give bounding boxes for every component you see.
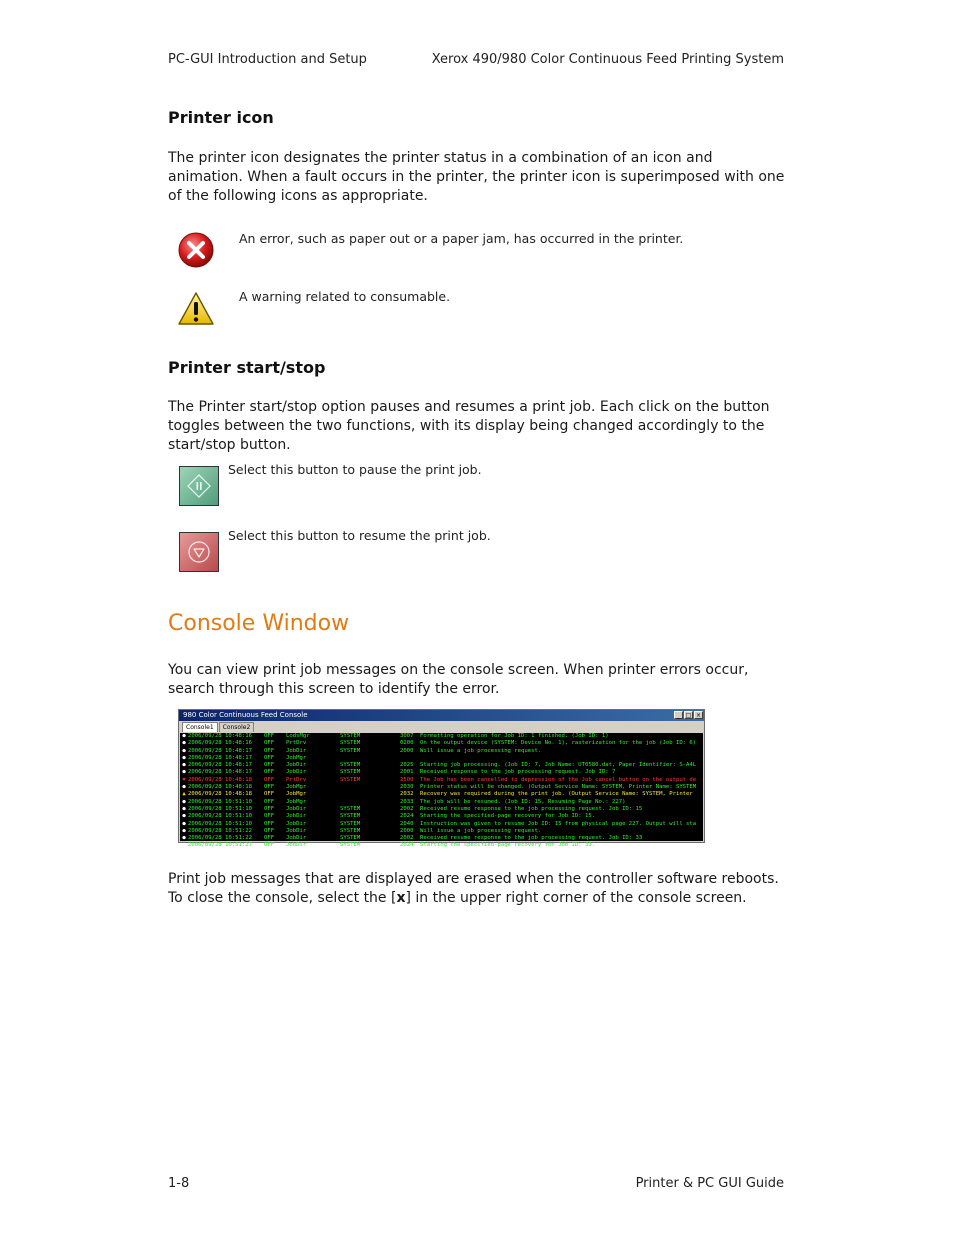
tab-console1[interactable]: Console1 (182, 722, 218, 732)
console-log-message: On the output device (SYSTEM: Device No. 1), rasterization for the job (Job ID: 6) (420, 740, 697, 747)
info-icon: ● (182, 747, 186, 754)
console-log-state: OFF (264, 776, 275, 783)
console-log-user: SYSTEM (340, 805, 361, 812)
console-log-user: SYSTEM (340, 820, 361, 827)
printer-icon-paragraph: The printer icon designates the printer status in a combination of an icon and animation. When a fault occurs in the printer, the printer icon is superimposed with one of the following icons as appropriate. (168, 150, 785, 204)
console-log-module: JobDir (286, 762, 307, 769)
console-log-code: 2033 (400, 798, 414, 805)
error-icon (177, 231, 215, 269)
console-log-date: 2006/09/28 10:48:16 (188, 733, 252, 739)
console-log-state: OFF (264, 747, 275, 754)
header-section-title: PC-GUI Introduction and Setup (168, 52, 367, 67)
console-log-module: JobDir (286, 813, 307, 820)
console-log-date: 2006/09/28 10:51:10 (188, 813, 252, 820)
console-log-state: OFF (264, 769, 275, 776)
pause-button-description: Select this button to pause the print job. (228, 462, 482, 477)
console-log-state: OFF (264, 798, 275, 805)
console-log-code: 2024 (400, 842, 414, 849)
printer-start-stop-heading: Printer start/stop (168, 358, 326, 377)
console-log-date: 2006/09/28 10:48:17 (188, 769, 252, 776)
console-log-module: JobDir (286, 805, 307, 812)
console-log-user: SYSTEM (340, 769, 361, 776)
console-log-user: SYSTEM (340, 827, 361, 834)
console-window-intro: You can view print job messages on the console screen. When printer errors occur, search through this screen to identify the error. (168, 662, 749, 697)
console-log-user (340, 784, 400, 791)
page-number: 1-8 (168, 1176, 190, 1191)
console-log-state: OFF (264, 740, 275, 747)
console-log-date: 2006/09/28 10:48:18 (188, 791, 252, 798)
warning-icon-description: A warning related to consumable. (239, 289, 451, 304)
console-log-date: 2006/09/28 10:51:22 (188, 827, 252, 834)
console-window-outro (168, 870, 793, 908)
close-key-label: x (396, 890, 406, 906)
info-icon: ● (182, 827, 186, 834)
console-window-heading: Console Window (168, 611, 350, 636)
console-log-module: JobDir (286, 835, 307, 842)
console-log-state: OFF (264, 791, 275, 798)
console-log-state: OFF (264, 733, 275, 739)
console-log-code: 2030 (400, 784, 414, 791)
console-log-row[interactable] (180, 769, 703, 776)
console-log-date: 2006/09/28 10:48:17 (188, 747, 252, 754)
console-log-module: LodsMgr (286, 733, 310, 739)
console-log-code: 2000 (400, 827, 414, 834)
outro-text-after: ] in the upper right corner of the console screen. (405, 890, 747, 906)
console-log-row[interactable] (180, 791, 703, 798)
console-log-date: 2006/09/28 10:51:10 (188, 820, 252, 827)
console-log-message: Will issue a job processing request. (420, 747, 542, 754)
info-icon: ● (182, 733, 186, 739)
maximize-icon[interactable]: □ (685, 712, 692, 719)
console-log-code: 3007 (400, 733, 414, 739)
console-log-module: JobMgr (286, 791, 307, 798)
console-log-message: Will issue a job processing request. (420, 827, 542, 834)
console-log-user: SYSTEM (340, 835, 361, 842)
warning-icon (177, 290, 215, 328)
console-log-message: The Job has been cancelled to depression of the Job cancel button on the output de (420, 776, 697, 783)
console-log-message: The job will be resumed. (Job ID: 15, Resuming Page No.: 227) (420, 798, 626, 805)
console-log-state: OFF (264, 754, 275, 761)
console-log-date: 2006/09/28 10:48:17 (188, 754, 252, 761)
console-log-state: OFF (264, 827, 275, 834)
console-log-message: Starting job processing. (Job ID: 7, Job Name: UT0580.dat, Paper Identifier: S-A4L (420, 762, 697, 769)
info-icon: ● (182, 813, 186, 820)
console-log-code: 2040 (400, 820, 414, 827)
resume-icon (186, 539, 212, 565)
info-icon: ● (182, 769, 186, 776)
console-log-state: OFF (264, 820, 275, 827)
console-log-row[interactable] (180, 835, 703, 842)
info-icon: ● (182, 805, 186, 812)
console-log-user: SYSTEM (340, 733, 361, 739)
console-log-date: 2006/09/28 10:48:16 (188, 740, 252, 747)
console-log-message: Starting the specified-page recovery for Job ID: 33. (420, 842, 596, 849)
pause-icon (186, 473, 212, 499)
console-log-date: 2006/09/28 10:51:10 (188, 798, 252, 805)
console-log-row[interactable] (180, 806, 703, 813)
console-log-module: JobDir (286, 842, 307, 849)
info-icon: ● (182, 754, 186, 761)
console-log-user: SYSTEM (340, 776, 361, 783)
console-log-row[interactable] (180, 740, 703, 747)
console-log-message: Starting the specified-page recovery for Job ID: 15. (420, 813, 596, 820)
console-log-user: SYSTEM (340, 813, 361, 820)
printer-start-stop-paragraph: The Printer start/stop option pauses and resumes a print job. Each click on the button toggles between the two functions, with its display being changed accordingly to the start/stop button. (168, 399, 770, 453)
info-icon: ● (182, 740, 186, 747)
console-log-module: PrtDrv (286, 776, 307, 783)
resume-button-description: Select this button to resume the print job. (228, 528, 491, 543)
info-icon: ● (182, 784, 186, 791)
console-log-message (420, 755, 703, 762)
console-log-row[interactable] (180, 799, 703, 806)
info-icon: ● (182, 820, 186, 827)
console-log-code: 2032 (400, 791, 414, 798)
console-log-user: SYSTEM (340, 842, 361, 849)
console-log-row[interactable] (180, 784, 703, 791)
console-log-module: JobDir (286, 820, 307, 827)
console-log-state: OFF (264, 784, 275, 791)
console-log-row[interactable] (180, 777, 703, 784)
console-log-module: JobDir (286, 769, 307, 776)
console-log-row[interactable] (180, 828, 703, 835)
console-log-state: OFF (264, 835, 275, 842)
console-log-user: SYSTEM (340, 740, 361, 747)
outro-text-before: Print job messages that are displayed are erased when the controller software reboots. To close the console, select the [ (168, 871, 779, 906)
console-log-message: Printer status will be changed. (Output Service Name: SYSTEM, Printer Name: SYSTEM (420, 784, 697, 791)
console-log-state: OFF (264, 805, 275, 812)
console-log-user (340, 799, 400, 806)
console-log-module: JobDir (286, 747, 307, 754)
info-icon: ● (182, 762, 186, 769)
console-log-row[interactable] (180, 762, 703, 769)
console-log-row[interactable] (180, 821, 703, 828)
console-title: 980 Color Continuous Feed Console (183, 711, 308, 719)
info-icon: ● (182, 842, 186, 849)
console-log-row[interactable] (180, 813, 703, 820)
header-document-title: Xerox 490/980 Color Continuous Feed Printing System (431, 52, 784, 67)
console-log-row[interactable] (180, 748, 703, 755)
console-log-module: JobMgr (286, 784, 307, 791)
console-log-date: 2006/09/28 10:48:18 (188, 776, 252, 783)
error-icon: ✖ (182, 776, 186, 783)
minimize-icon[interactable]: _ (674, 711, 683, 719)
close-icon[interactable]: × (695, 712, 702, 719)
console-log-code: 2500 (400, 776, 414, 783)
console-log-message: Received response to the job processing request. Job ID: 7 (420, 769, 616, 776)
console-log-code: 2025 (400, 762, 414, 769)
printer-icon-heading: Printer icon (168, 108, 274, 127)
console-log-module: JobMgr (286, 754, 307, 761)
console-tabs (179, 721, 704, 732)
console-log-module: JobMgr (286, 798, 307, 805)
console-log-message: Received resume response to the job processing request. Job ID: 33 (420, 835, 643, 842)
resume-button[interactable] (179, 532, 219, 572)
console-log[interactable] (180, 733, 703, 849)
console-log-date: 2006/09/28 10:51:22 (188, 835, 252, 842)
console-log-message: Formatting operation for Job ID: 1 finished. (Job ID: 1) (420, 733, 609, 739)
console-log-date: 2006/09/28 10:48:18 (188, 784, 252, 791)
console-log-user (340, 755, 400, 762)
console-log-code: 2001 (400, 769, 414, 776)
console-log-row[interactable] (180, 755, 703, 762)
console-log-code: 2024 (400, 813, 414, 820)
console-log-code: 0200 (400, 740, 414, 747)
console-window-screenshot (178, 709, 705, 849)
console-title-bar (179, 710, 704, 721)
console-log-code: 2000 (400, 747, 414, 754)
info-icon: ● (182, 835, 186, 842)
warning-icon: ▲ (182, 791, 186, 798)
console-log-row[interactable] (180, 733, 703, 740)
pause-button[interactable] (179, 466, 219, 506)
console-log-state: OFF (264, 813, 275, 820)
info-icon: ● (182, 798, 186, 805)
console-log-user (340, 791, 400, 798)
console-log-user: SYSTEM (340, 747, 361, 754)
console-log-message: Instruction was given to resume Job ID: 15 from physical page 227. Output will sta (420, 820, 697, 827)
console-log-code (400, 755, 420, 762)
console-log-user: SYSTEM (340, 762, 361, 769)
console-log-row[interactable] (180, 842, 703, 849)
console-log-module: JobDir (286, 827, 307, 834)
console-log-state: OFF (264, 762, 275, 769)
tab-console2[interactable]: Console2 (219, 722, 255, 732)
console-log-date: 2006/09/28 10:51:10 (188, 805, 252, 812)
console-log-message: Received resume response to the job processing request. Job ID: 15 (420, 805, 643, 812)
footer-guide-title: Printer & PC GUI Guide (635, 1176, 784, 1191)
console-log-module: PrtDrv (286, 740, 307, 747)
console-log-message: Recovery was required during the print job. (Output Service Name: SYSTEM, Printer (420, 791, 693, 798)
console-log-state: OFF (264, 842, 275, 849)
console-log-date: 2006/09/28 10:51:27 (188, 842, 252, 849)
error-icon-description: An error, such as paper out or a paper jam, has occurred in the printer. (239, 231, 684, 246)
console-log-date: 2006/09/28 10:48:17 (188, 762, 252, 769)
console-window-controls (674, 711, 703, 719)
console-log-code: 2002 (400, 835, 414, 842)
console-log-code: 2002 (400, 805, 414, 812)
